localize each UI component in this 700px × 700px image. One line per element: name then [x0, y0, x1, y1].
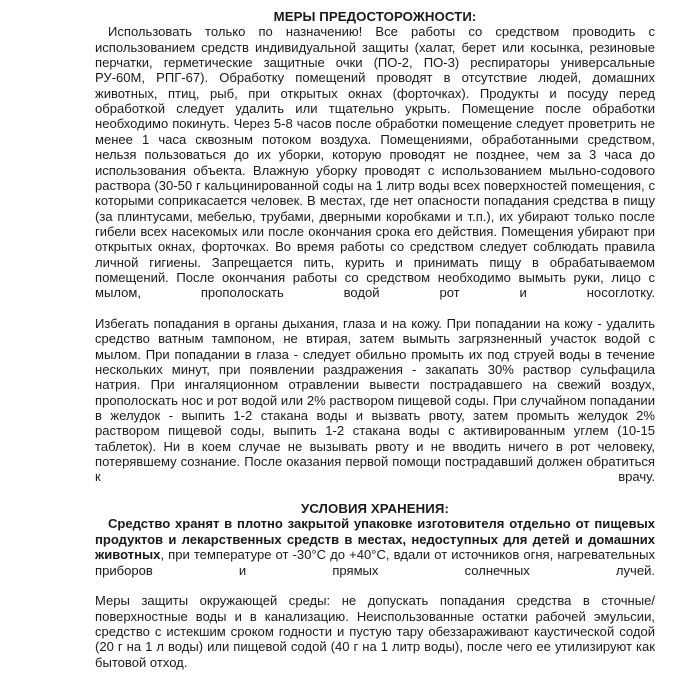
storage-paragraph-1	[95, 516, 655, 593]
storage-paragraph-2: Меры защиты окружающей среды: не допускать попадания средства в сточные/поверхностные воды и в канализацию. Неиспользованные остатки рабочей эмульсии, средство с истекшим сроком годности и пустую тару обеззараживают каустической содой (20 г на 1 л воды) или пищевой содой (40 г на 1 литр воды), после чего ее утилизируют как бытовой отход.	[95, 593, 655, 670]
document-body	[95, 9, 655, 670]
precautions-paragraph-2: Избегать попадания в органы дыхания, глаза и на кожу. При попадании на кожу - удалить средство ватным тампоном, не втирая, затем вымыть загрязненный участок водой с мылом. При попадании в глаза - следует обильно промыть их под струей воды в течение нескольких минут, при появлении раздражения - закапать 30% раствор сульфацила натрия. При ингаляционном отравлении вывести пострадавшего на свежий воздух, прополоскать нос и рот водой или 2% раствором пищевой соды. При случайном попадании в желудок - выпить 1-2 стакана воды и вызвать рвоту, затем промыть желудок 2% раствором пищевой соды, выпить 1-2 стакана воды с активированным углем (10-15 таблеток). Ни в коем случае не вызывать рвоту и не вводить ничего в рот человеку, потерявшему сознание. После оказания первой помощи пострадавший должен обратиться к врачу.	[95, 315, 655, 485]
storage-heading: УСЛОВИЯ ХРАНЕНИЯ:	[301, 501, 449, 517]
precautions-heading: МЕРЫ ПРЕДОСТОРОЖНОСТИ:	[273, 9, 477, 24]
storage-rest-text: , при температуре от -30°C до +40°C, вдали от источников огня, нагревательных приборов и прямых солнечных лучей.	[95, 547, 655, 578]
storage-bold-lead: Средство хранят в плотно закрытой упаковке изготовителя отдельно от пищевых продуктов и лекарственных средств в местах, недоступных для детей и домашних животных	[95, 516, 655, 563]
precautions-paragraph-1: Использовать только по назначению! Все работы со средством проводить с использованием средств индивидуальной защиты (халат, берет или косынка, резиновые перчатки, герметические защитные очки (ПО-2, ПО-3) респираторы универсальные РУ-60М, РПГ-67). Обработку помещений проводят в отсутствие людей, домашних животных, птиц, рыб, при открытых окнах (форточках). Продукты и посуду перед обработкой следует удалить или тщательно укрыть. Помещение после обработки необходимо покинуть. Через 5-8 часов после обработки помещение следует проветрить не менее 1 часа сквозным потоком воздуха. Помещениями, обработанными средством, нельзя пользоваться до их уборки, которую проводят не позднее, чем за 3 часа до использования объекта. Влажную уборку проводят с использованием мыльно-содового раствора (30-50 г кальцинированной соды на 1 литр воды всех поверхностей помещения, с которыми соприкасается человек. В местах, где нет опасности попадания средства в пищу (за плинтусами, мебелью, трубами, дверными коробками и т.п.), их убирают только после гибели всех насекомых или после окончания срока его действия. Помещения убирают при открытых окнах, форточках. Во время работы со средством следует соблюдать правила личной гигиены. Запрещается пить, курить и принимать пищу в обрабатываемом помещений. После окончания работы со средством необходимо вымыть руки, лицо с мылом, прополоскать водой рот и носоглотку.	[95, 24, 655, 301]
